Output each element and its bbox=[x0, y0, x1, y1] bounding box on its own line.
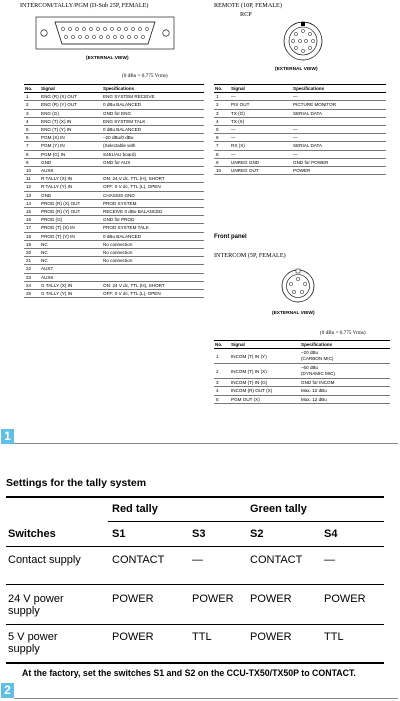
switch-s3: S3 bbox=[192, 528, 206, 540]
row-label-5v: 5 V power supply bbox=[8, 631, 58, 655]
table-row: 17 PROD (T) (X) IN PROD SYSTEM TALK bbox=[24, 224, 204, 232]
intercom-dbu-note: (0 dBu = 0.775 Vrms) bbox=[122, 73, 168, 79]
table-row: 11 R TALLY (X) IN ON: 24 V dc, TTL (H), SHORT bbox=[24, 175, 204, 183]
table-row: 23 AUX6 bbox=[24, 273, 204, 281]
table-row: 9 GND GND for AUX bbox=[24, 158, 204, 166]
table-row: 15 PROD (R) (Y) OUT RECEIVE 0 dBu BALANCED bbox=[24, 208, 204, 216]
cell-24v-s4: POWER bbox=[324, 593, 366, 605]
panel1-bottom-rule bbox=[14, 443, 398, 444]
cell-24v-s1: POWER bbox=[112, 593, 154, 605]
col-header-signal: Signal bbox=[230, 341, 300, 349]
table-row: 5 PGM OUT (X) Max. 12 dBu bbox=[214, 395, 390, 403]
col-header-no: No. bbox=[24, 85, 40, 93]
table-row: 1 — — bbox=[214, 93, 386, 101]
table-row: 4 ENG (T) (X) IN ENG SYSTEM TALK bbox=[24, 117, 204, 125]
table-row: 14 PROD (R) (X) OUT PROD SYSTEM bbox=[24, 199, 204, 207]
table-row: 4 TX (X) bbox=[214, 117, 386, 125]
front-intercom-title: INTERCOM (5P, FEMALE) bbox=[214, 252, 286, 259]
table-row: 25 G TALLY (Y) IN OFF: 0 V dc, TTL (L), OPEN bbox=[24, 290, 204, 298]
remote-10p-connector-icon bbox=[282, 20, 324, 62]
table-row: 16 PROD (G) GND for PROD bbox=[24, 216, 204, 224]
table-row: 1 ENG (R) (X) OUT ENG SYSTEM RECEIVE bbox=[24, 93, 204, 101]
table-row: 24 G TALLY (X) IN ON: 24 V dc, TTL (H), SHORT bbox=[24, 281, 204, 289]
table-row: 9 UNREG GND GND for POWER bbox=[214, 158, 386, 166]
table-row: 3 ENG (G) GND for ENG bbox=[24, 109, 204, 117]
table-row: 4 INCOM (R) OUT (X) Max. 12 dBu bbox=[214, 387, 390, 395]
table-row: 1 INCOM (T) IN (Y) –20 dBu (CARBON MIC) bbox=[214, 349, 390, 364]
table-row: 2 INCOM (T) IN (X) –60 dBu (DYNAMIC MIC) bbox=[214, 364, 390, 379]
tally-table-top-rule bbox=[6, 496, 384, 498]
table-row: 3 INCOM (T) IN (G) GND for INCOM bbox=[214, 379, 390, 387]
tally-header-rule bbox=[108, 521, 384, 522]
cell-5v-s4: TTL bbox=[324, 631, 344, 643]
intercom-title: INTERCOM/TALLY/PGM (D-Sub 25P, FEMALE) bbox=[20, 2, 149, 9]
table-row: 7 PGM (Y) IN (Selectable with bbox=[24, 142, 204, 150]
col-header-no: No. bbox=[214, 85, 230, 93]
row-label-24v: 24 V power supply bbox=[8, 593, 64, 617]
switches-label: Switches bbox=[8, 528, 56, 540]
cell-contact-s4: — bbox=[324, 554, 335, 566]
switch-s2: S2 bbox=[250, 528, 264, 540]
dsub25-connector-icon bbox=[35, 15, 175, 51]
table-row: 10 UNREG OUT POWER bbox=[214, 167, 386, 175]
intercom-external-view-label: (EXTERNAL VIEW) bbox=[86, 56, 129, 61]
header-green-tally: Green tally bbox=[250, 503, 307, 515]
intercom-5p-connector-icon bbox=[280, 268, 316, 304]
col-header-spec: Specifications bbox=[292, 85, 386, 93]
panel2-bottom-rule bbox=[14, 698, 398, 699]
remote-subtitle: RCP bbox=[240, 11, 252, 18]
tally-row-rule bbox=[6, 546, 384, 547]
col-header-spec: Specifications bbox=[300, 341, 390, 349]
cell-contact-s3: — bbox=[192, 554, 203, 566]
col-header-signal: Signal bbox=[40, 85, 102, 93]
remote-pin-table bbox=[214, 84, 386, 175]
cell-contact-s2: CONTACT bbox=[250, 554, 303, 566]
front-external-view-label: (EXTERNAL VIEW) bbox=[272, 311, 315, 316]
table-row: 8 — — bbox=[214, 150, 386, 158]
tally-row-rule bbox=[6, 624, 384, 625]
table-row: 10 AUX8 bbox=[24, 167, 204, 175]
col-header-signal: Signal bbox=[230, 85, 292, 93]
section-badge-2: 2 bbox=[1, 683, 14, 698]
remote-title: REMOTE (10P, FEMALE) bbox=[214, 2, 282, 9]
table-row: 18 PROD (T) (Y) IN 0 dBu BALANCED bbox=[24, 232, 204, 240]
tally-table-bottom-rule bbox=[6, 662, 384, 664]
table-row: 8 PGM (G) IN S451/AU board) bbox=[24, 150, 204, 158]
table-row: 13 GND CHASSIS GND bbox=[24, 191, 204, 199]
table-row: 6 PGM (X) IN –20 dBu/0 dBu bbox=[24, 134, 204, 142]
intercom-pin-table bbox=[24, 84, 204, 298]
cell-5v-s1: POWER bbox=[112, 631, 154, 643]
tally-row-rule bbox=[6, 584, 384, 585]
tally-settings-title: Settings for the tally system bbox=[6, 477, 147, 489]
table-row: 3 TX (G) SERIAL DATA bbox=[214, 109, 386, 117]
front-intercom-pin-table bbox=[214, 340, 390, 404]
table-row: 2 ENG (R) (Y) OUT 0 dBu BALANCED bbox=[24, 101, 204, 109]
col-header-no: No. bbox=[214, 341, 230, 349]
cell-contact-s1: CONTACT bbox=[112, 554, 165, 566]
table-row: 6 — — bbox=[214, 134, 386, 142]
cell-5v-s3: TTL bbox=[192, 631, 212, 643]
table-row: 22 AUX7 bbox=[24, 265, 204, 273]
table-row: 7 RX (X) SERIAL DATA bbox=[214, 142, 386, 150]
row-label-contact: Contact supply bbox=[8, 554, 81, 566]
table-row: 19 NC No connection bbox=[24, 240, 204, 248]
table-row: 20 NC No connection bbox=[24, 249, 204, 257]
cell-24v-s2: POWER bbox=[250, 593, 292, 605]
cell-5v-s2: POWER bbox=[250, 631, 292, 643]
front-panel-title: Front panel bbox=[214, 234, 247, 240]
cell-24v-s3: POWER bbox=[192, 593, 234, 605]
table-row: 5 — — bbox=[214, 126, 386, 134]
switch-s4: S4 bbox=[324, 528, 338, 540]
col-header-spec: Specifications bbox=[102, 85, 204, 93]
section-badge-1: 1 bbox=[1, 429, 14, 444]
table-row: 12 R TALLY (Y) IN OFF: 0 V dc, TTL (L), OPEN bbox=[24, 183, 204, 191]
table-row: 2 PIX OUT PICTURE MONITOR bbox=[214, 101, 386, 109]
switch-s1: S1 bbox=[112, 528, 126, 540]
table-row: 21 NC No connection bbox=[24, 257, 204, 265]
front-dbu-note: (0 dBu = 0.775 Vrms) bbox=[320, 330, 366, 336]
factory-setting-note: At the factory, set the switches S1 and S2 on the CCU-TX50/TX50P to CONTACT. bbox=[22, 668, 356, 678]
table-row: 5 ENG (T) (Y) IN 0 dBu BALANCED bbox=[24, 126, 204, 134]
header-red-tally: Red tally bbox=[112, 503, 158, 515]
remote-external-view-label: (EXTERNAL VIEW) bbox=[275, 67, 318, 72]
